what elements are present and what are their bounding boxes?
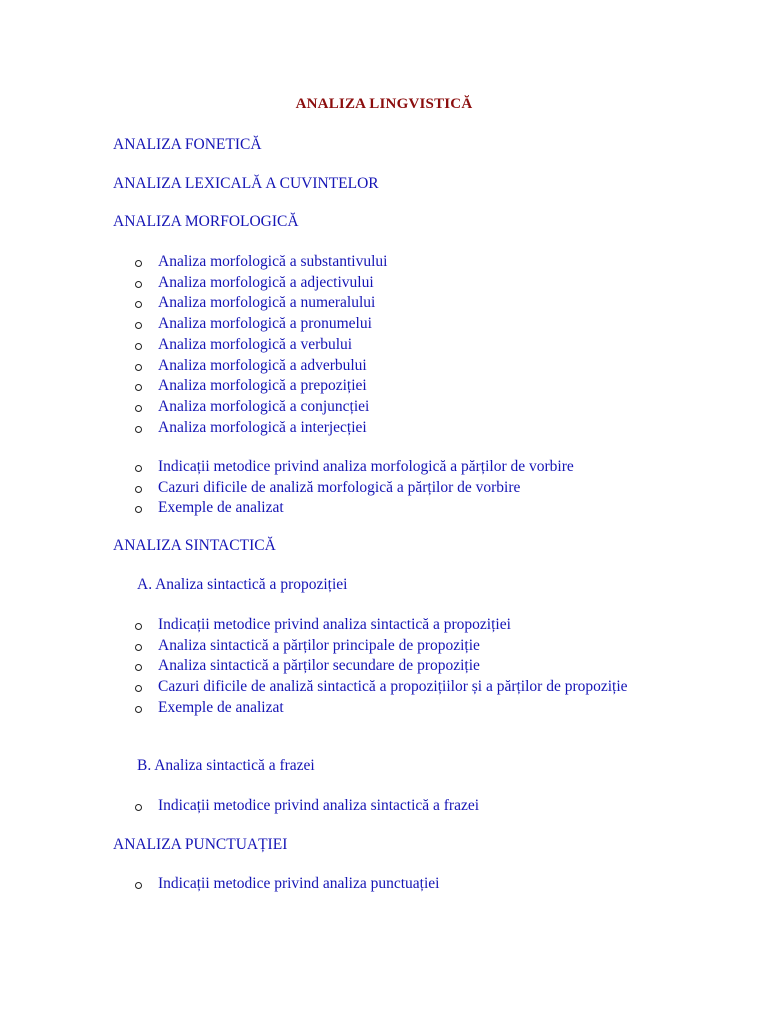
circle-bullet-icon (135, 426, 142, 433)
circle-bullet-icon (135, 486, 142, 493)
link-analiza-lexicala[interactable]: ANALIZA LEXICALĂ A CUVINTELOR (113, 175, 379, 192)
morfologica-extra-list (0, 457, 658, 519)
list-item[interactable]: Analiza morfologică a substantivului (0, 252, 658, 273)
circle-bullet-icon (135, 281, 142, 288)
circle-bullet-icon (135, 623, 142, 630)
list-item[interactable]: Analiza morfologică a prepoziției (0, 376, 658, 397)
sintactica-b-list (0, 796, 658, 817)
link-analiza-sintactica[interactable]: ANALIZA SINTACTICĂ (113, 537, 276, 554)
link-sintactica-frazei[interactable]: B. Analiza sintactică a frazei (137, 757, 315, 774)
circle-bullet-icon (135, 260, 142, 267)
list-item[interactable]: Analiza morfologică a numeralului (0, 293, 658, 314)
list-item[interactable]: Indicații metodice privind analiza punctuației (0, 874, 658, 895)
list-item[interactable]: Indicații metodice privind analiza sintactică a frazei (0, 796, 658, 817)
circle-bullet-icon (135, 343, 142, 350)
circle-bullet-icon (135, 322, 142, 329)
circle-bullet-icon (135, 506, 142, 513)
circle-bullet-icon (135, 882, 142, 889)
list-item[interactable]: Analiza morfologică a adjectivului (0, 273, 658, 294)
list-item[interactable]: Analiza morfologică a pronumelui (0, 314, 658, 335)
list-item[interactable]: Exemple de analizat (0, 698, 658, 719)
morfologica-list (0, 252, 658, 438)
list-item[interactable]: Analiza morfologică a interjecției (0, 418, 658, 439)
circle-bullet-icon (135, 664, 142, 671)
circle-bullet-icon (135, 301, 142, 308)
circle-bullet-icon (135, 685, 142, 692)
list-item[interactable]: Indicații metodice privind analiza sintactică a propoziției (0, 615, 658, 636)
list-item[interactable]: Cazuri dificile de analiză morfologică a părților de vorbire (0, 478, 658, 499)
circle-bullet-icon (135, 804, 142, 811)
circle-bullet-icon (135, 644, 142, 651)
circle-bullet-icon (135, 364, 142, 371)
circle-bullet-icon (135, 465, 142, 472)
list-item[interactable]: Analiza morfologică a verbului (0, 335, 658, 356)
document-title: ANALIZA LINGVISTICĂ (295, 96, 473, 112)
circle-bullet-icon (135, 384, 142, 391)
list-item[interactable]: Analiza morfologică a conjuncției (0, 397, 658, 418)
link-sintactica-propozitiei[interactable]: A. Analiza sintactică a propoziției (137, 576, 348, 593)
punctuatiei-list (0, 874, 658, 895)
link-analiza-morfologica[interactable]: ANALIZA MORFOLOGICĂ (113, 213, 299, 230)
circle-bullet-icon (135, 706, 142, 713)
sintactica-a-list (0, 615, 658, 719)
list-item[interactable]: Analiza sintactică a părților secundare de propoziție (0, 656, 658, 677)
circle-bullet-icon (135, 405, 142, 412)
link-analiza-punctuatiei[interactable]: ANALIZA PUNCTUAȚIEI (113, 836, 288, 853)
list-item[interactable]: Cazuri dificile de analiză sintactică a propozițiilor și a părților de propoziție (0, 677, 638, 698)
link-analiza-fonetica[interactable]: ANALIZA FONETICĂ (113, 136, 262, 153)
list-item[interactable]: Exemple de analizat (0, 498, 658, 519)
list-item[interactable]: Analiza sintactică a părților principale de propoziție (0, 636, 658, 657)
list-item[interactable]: Indicații metodice privind analiza morfologică a părților de vorbire (0, 457, 658, 478)
list-item[interactable]: Analiza morfologică a adverbului (0, 356, 658, 377)
